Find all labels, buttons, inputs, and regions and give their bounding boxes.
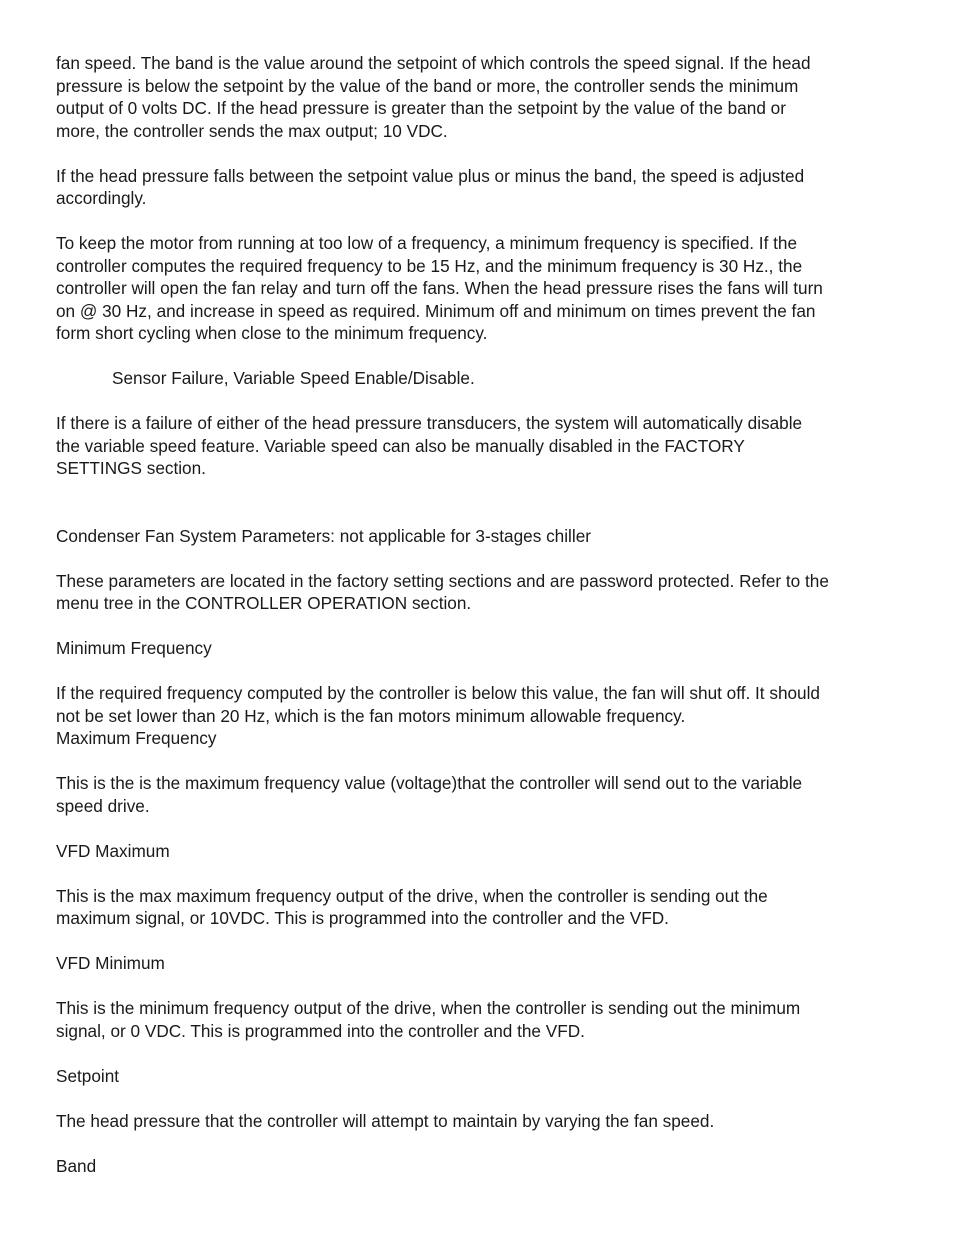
maximum-frequency-heading: Maximum Frequency xyxy=(56,728,217,748)
text-line: If the required frequency computed by the controller is below this value, the fan will shut off. It should xyxy=(56,683,820,703)
paragraph-minimum-frequency xyxy=(56,682,916,727)
vfd-maximum-heading: VFD Maximum xyxy=(56,840,170,861)
paragraph-speed-adjust xyxy=(56,165,916,210)
paragraph-vfd-minimum xyxy=(56,997,916,1042)
paragraph-vfd-maximum xyxy=(56,885,916,930)
text-line: accordingly. xyxy=(56,188,147,208)
text-line: This is the max maximum frequency output of the drive, when the controller is sending out the xyxy=(56,885,768,906)
text-line: If there is a failure of either of the head pressure transducers, the system will automatically disable xyxy=(56,413,803,433)
text-line: controller computes the required frequency to be 15 Hz, and the minimum frequency is 30 Hz., the xyxy=(56,255,803,276)
paragraph-parameters-location xyxy=(56,570,916,615)
paragraph-setpoint xyxy=(56,1110,916,1133)
condenser-fan-heading: Condenser Fan System Parameters: not applicable for 3-stages chiller xyxy=(56,525,591,546)
text-line: on @ 30 Hz, and increase in speed as required. Minimum off and minimum on times prevent the fan xyxy=(56,300,816,321)
text-line: This is the minimum frequency output of the drive, when the controller is sending out the minimum xyxy=(56,998,801,1018)
text-line: pressure is below the setpoint by the value of the band or more, the controller sends the minimum xyxy=(56,75,799,96)
text-line: SETTINGS section. xyxy=(56,458,206,478)
text-line: These parameters are located in the factory setting sections and are password protected. Refer to the xyxy=(56,570,829,591)
sensor-failure-heading: Sensor Failure, Variable Speed Enable/Disable. xyxy=(112,368,475,388)
text-line: form short cycling when close to the minimum frequency. xyxy=(56,323,488,343)
text-line: fan speed. The band is the value around the setpoint of which controls the speed signal. If the head xyxy=(56,53,811,73)
document-page xyxy=(56,52,916,1177)
text-line: speed drive. xyxy=(56,795,150,816)
text-line: output of 0 volts DC. If the head pressure is greater than the setpoint by the value of the band or xyxy=(56,98,786,118)
text-line: This is the is the maximum frequency value (voltage)that the controller will send out to the variable xyxy=(56,773,803,793)
paragraph-sensor-failure xyxy=(56,412,916,480)
text-line: the variable speed feature. Variable speed can also be manually disabled in the FACTORY xyxy=(56,435,745,456)
band-heading: Band xyxy=(56,1155,97,1176)
text-line: signal, or 0 VDC. This is programmed into the controller and the VFD. xyxy=(56,1020,585,1041)
setpoint-heading: Setpoint xyxy=(56,1065,120,1086)
text-line: The head pressure that the controller will attempt to maintain by varying the fan speed. xyxy=(56,1110,715,1131)
text-line: maximum signal, or 10VDC. This is programmed into the controller and the VFD. xyxy=(56,908,669,928)
text-line: To keep the motor from running at too low of a frequency, a minimum frequency is specified. If the xyxy=(56,233,798,253)
text-line: more, the controller sends the max output; 10 VDC. xyxy=(56,120,448,141)
vfd-minimum-heading: VFD Minimum xyxy=(56,953,165,973)
text-line: not be set lower than 20 Hz, which is the fan motors minimum allowable frequency. xyxy=(56,705,686,726)
text-line: controller will open the fan relay and turn off the fans. When the head pressure rises the fans will turn xyxy=(56,278,823,298)
text-line: If the head pressure falls between the setpoint value plus or minus the band, the speed is adjusted xyxy=(56,165,805,186)
text-line: menu tree in the CONTROLLER OPERATION section. xyxy=(56,593,472,613)
paragraph-maximum-frequency xyxy=(56,772,916,817)
paragraph-fan-speed-band xyxy=(56,52,916,142)
paragraph-minimum-frequency-explain xyxy=(56,232,916,345)
minimum-frequency-heading: Minimum Frequency xyxy=(56,638,212,658)
